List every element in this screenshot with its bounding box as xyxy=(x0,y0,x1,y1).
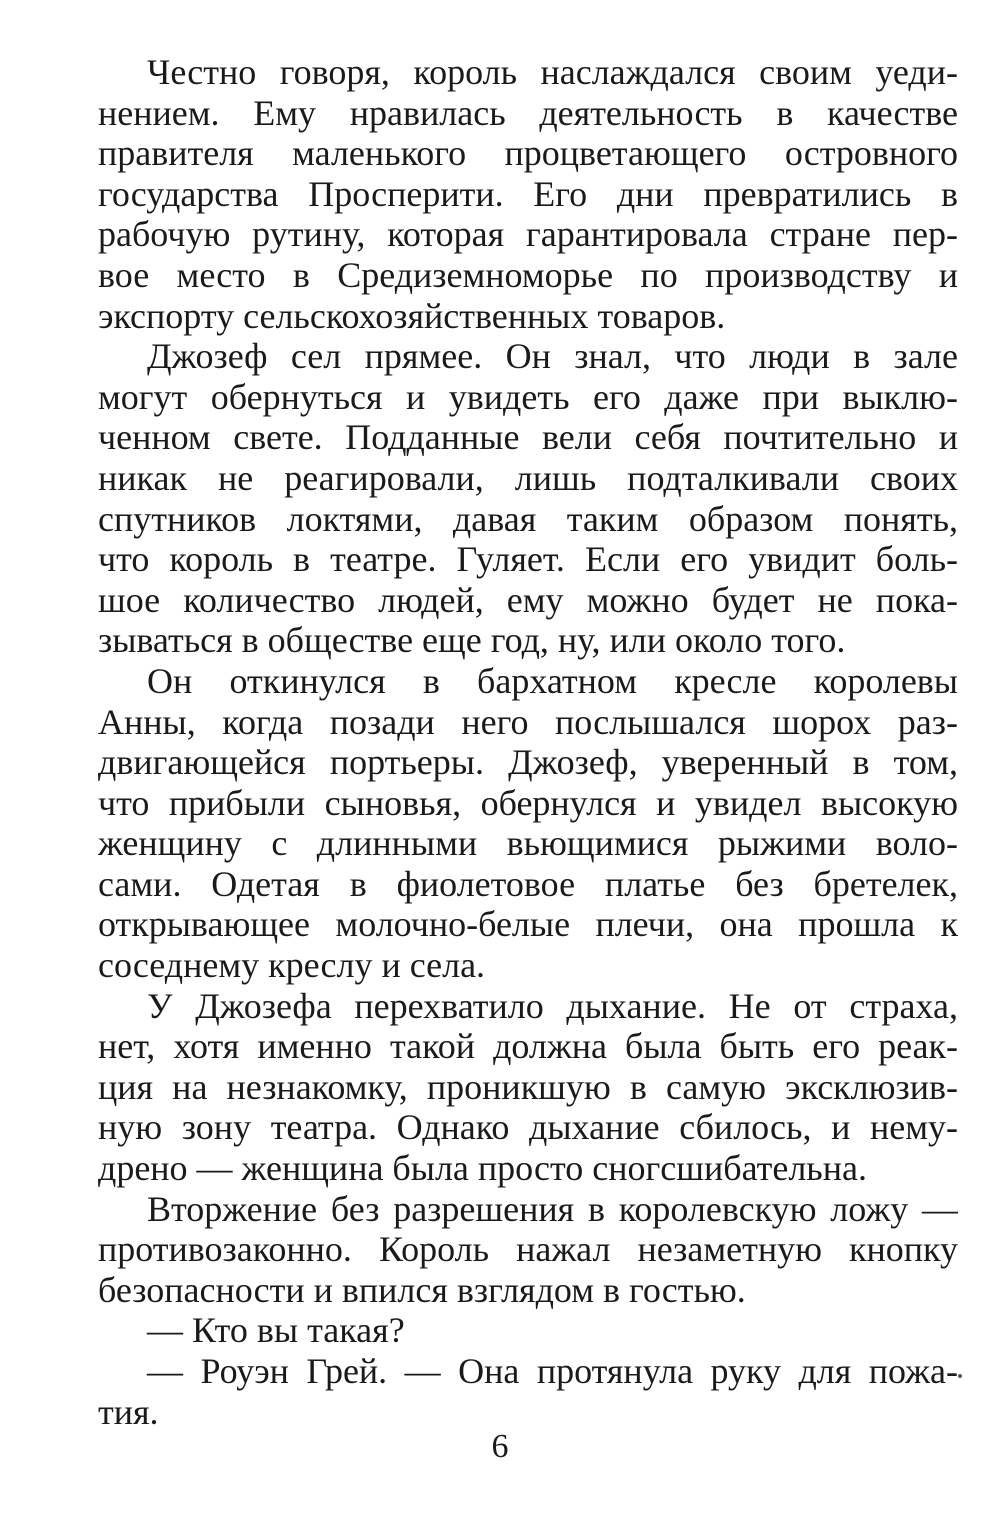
text-line: женщину с длинными вьющимися рыжими воло- xyxy=(98,823,958,864)
text-line: вое место в Средиземноморье по производству и xyxy=(98,254,958,295)
text-line: ченном свете. Подданные вели себя почтительно и xyxy=(98,417,958,458)
paragraph xyxy=(98,336,958,661)
paragraph xyxy=(98,1310,958,1351)
page-number: 6 xyxy=(491,1428,509,1465)
text-line: Джозеф сел прямее. Он знал, что люди в зале xyxy=(147,336,958,377)
text-line: нет, хотя именно такой должна была быть его реак- xyxy=(98,1026,958,1067)
text-line: Вторжение без разрешения в королевскую ложу — xyxy=(147,1188,958,1229)
text-line: что прибыли сыновья, обернулся и увидел высокую xyxy=(98,782,958,823)
text-line: Он откинулся в бархатном кресле королевы xyxy=(147,660,958,701)
text-line: — Роуэн Грей. — Она протянула руку для пожа- xyxy=(147,1351,958,1391)
text-line: Анны, когда позади него послышался шорох раз- xyxy=(98,701,958,742)
text-line: государства Просперити. Его дни превратились в xyxy=(98,173,958,214)
text-line: рабочую рутину, которая гарантировала стране пер- xyxy=(98,214,958,255)
text-line: что король в театре. Гуляет. Если его увидит боль- xyxy=(98,539,958,580)
text-line: шое количество людей, ему можно будет не пока- xyxy=(98,579,958,620)
text-line: двигающейся портьеры. Джозеф, уверенный в том, xyxy=(98,742,958,783)
text-line: могут обернуться и увидеть его даже при выклю- xyxy=(98,376,958,417)
text-line: тия. xyxy=(98,1391,159,1432)
text-line: ную зону театра. Однако дыхание сбилось, и нему- xyxy=(98,1107,958,1148)
page-body xyxy=(98,52,958,1432)
text-line: открывающее молочно-белые плечи, она прошла к xyxy=(98,904,958,945)
text-line: ция на незнакомку, проникшую в самую эксклюзив- xyxy=(98,1066,958,1107)
text-line: экспорту сельскохозяйственных товаров. xyxy=(98,295,726,336)
text-line: У Джозефа перехватило дыхание. Не от страха, xyxy=(147,985,958,1026)
text-line: Честно говоря, король наслаждался своим уеди- xyxy=(147,52,958,92)
text-line: спутников локтями, давая таким образом понять, xyxy=(98,498,958,539)
text-line: зываться в обществе еще год, ну, или около того. xyxy=(98,620,846,661)
text-line: безопасности и впился взглядом в гостью. xyxy=(98,1269,746,1310)
paragraph xyxy=(98,986,958,1189)
paragraph xyxy=(98,52,958,336)
text-line: правителя маленького процветающего островного xyxy=(98,133,958,174)
text-line: соседнему креслу и села. xyxy=(98,945,486,986)
scan-speck xyxy=(958,1374,962,1378)
text-line: — Кто вы такая? xyxy=(147,1310,405,1351)
paragraph xyxy=(98,661,958,986)
text-line: дрено — женщина была просто сногсшибательна. xyxy=(98,1148,867,1189)
paragraph xyxy=(98,1189,958,1311)
text-line: никак не реагировали, лишь подталкивали своих xyxy=(98,457,958,498)
paragraph xyxy=(98,1351,958,1432)
text-line: сами. Одетая в фиолетовое платье без бретелек, xyxy=(98,863,958,904)
text-line: нением. Ему нравилась деятельность в качестве xyxy=(98,92,958,133)
text-line: противозаконно. Король нажал незаметную кнопку xyxy=(98,1229,958,1270)
